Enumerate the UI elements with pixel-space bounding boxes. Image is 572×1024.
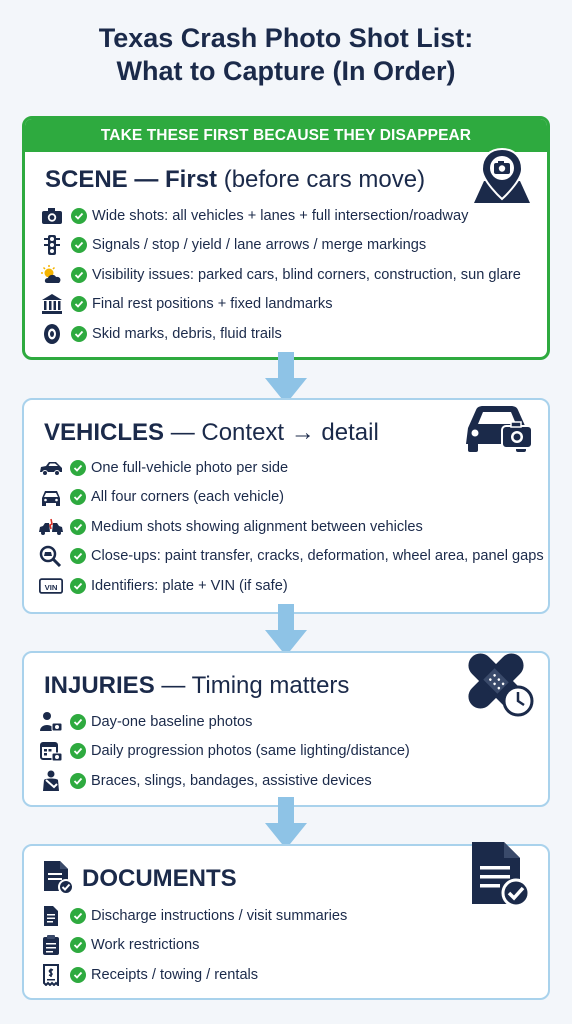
list-item	[38, 737, 542, 767]
vehicles-heading-rest: — Context → detail	[164, 419, 379, 446]
scene-heading-bold: SCENE — First	[45, 166, 218, 193]
scene-banner: TAKE THESE FIRST BECAUSE THEY DISAPPEAR	[25, 119, 547, 152]
check-icon	[71, 237, 87, 253]
car-camera-icon	[462, 400, 538, 461]
scene-item-text: Visibility issues: parked cars, blind corners, construction, sun glare	[92, 266, 521, 283]
injuries-heading	[44, 672, 349, 700]
injuries-item-text: Braces, slings, bandages, assistive devices	[91, 772, 372, 789]
injuries-list	[38, 707, 542, 796]
check-icon	[70, 460, 86, 476]
page-title	[0, 22, 572, 88]
title-line-2: What to Capture (In Order)	[116, 56, 456, 86]
list-item	[38, 707, 542, 737]
check-icon	[71, 296, 87, 312]
documents-item-text: Discharge instructions / visit summaries	[91, 907, 348, 924]
documents-section	[22, 844, 550, 1000]
scene-heading-rest: (before cars move)	[217, 166, 426, 193]
check-icon	[70, 967, 86, 983]
document-icon	[38, 905, 64, 927]
vehicles-list	[38, 453, 542, 601]
list-item	[38, 571, 542, 601]
injuries-item-text: Daily progression photos (same lighting/distance)	[91, 743, 410, 760]
check-icon	[71, 267, 87, 283]
clipboard-icon	[38, 934, 64, 956]
vehicles-item-text: Identifiers: plate + VIN (if safe)	[91, 577, 288, 594]
sun-cloud-icon	[39, 264, 65, 286]
list-item	[38, 453, 542, 483]
documents-item-text: Work restrictions	[91, 937, 200, 954]
list-item	[38, 931, 542, 961]
injuries-item-text: Day-one baseline photos	[91, 713, 253, 730]
vin-plate-icon	[38, 575, 64, 597]
list-item	[38, 542, 542, 572]
camera-icon	[39, 205, 65, 227]
check-icon	[70, 578, 86, 594]
documents-item-text: Receipts / towing / rentals	[91, 966, 259, 983]
person-sling-icon	[38, 770, 64, 792]
documents-heading	[82, 865, 237, 893]
vehicles-item-text: One full-vehicle photo per side	[91, 459, 289, 476]
list-item	[38, 512, 542, 542]
down-arrow-icon	[261, 797, 311, 851]
calendar-camera-icon	[38, 740, 64, 762]
list-item	[39, 260, 541, 290]
down-arrow-icon	[261, 604, 311, 658]
vehicles-item-text: Close-ups: paint transfer, cracks, deformation, wheel area, panel gaps	[91, 548, 544, 565]
check-icon	[70, 908, 86, 924]
check-icon	[71, 208, 87, 224]
injuries-section	[22, 651, 550, 807]
list-item	[38, 483, 542, 513]
landmark-building-icon	[39, 293, 65, 315]
check-icon	[70, 548, 86, 564]
car-front-icon	[38, 486, 64, 508]
list-item	[38, 901, 542, 931]
list-item	[38, 766, 542, 796]
vehicles-section	[22, 398, 550, 614]
vehicles-item-text: All four corners (each vehicle)	[91, 489, 285, 506]
check-icon	[70, 937, 86, 953]
scene-list	[39, 201, 541, 349]
list-item	[39, 201, 541, 231]
car-collision-icon	[38, 516, 64, 538]
traffic-light-icon	[39, 234, 65, 256]
title-line-1: Texas Crash Photo Shot List:	[98, 23, 474, 53]
check-icon	[70, 773, 86, 789]
check-icon	[70, 714, 86, 730]
list-item	[38, 960, 542, 990]
vehicles-item-text: Medium shots showing alignment between vehicles	[91, 518, 423, 535]
list-item	[39, 231, 541, 261]
list-item	[39, 290, 541, 320]
vehicles-heading-bold: VEHICLES	[44, 419, 165, 446]
injuries-heading-bold: INJURIES	[44, 672, 155, 699]
document-check-icon	[42, 859, 74, 900]
vehicles-heading	[44, 419, 379, 447]
check-icon	[71, 326, 87, 342]
vin-label: VIN	[44, 582, 58, 592]
list-item	[39, 319, 541, 349]
scene-item-text: Skid marks, debris, fluid trails	[92, 325, 282, 342]
scene-heading	[45, 166, 425, 194]
person-camera-icon	[38, 711, 64, 733]
injuries-heading-rest: — Timing matters	[154, 672, 350, 699]
documents-list	[38, 901, 542, 990]
magnifier-car-icon	[38, 545, 64, 567]
scene-item-text: Wide shots: all vehicles + lanes + full intersection/roadway	[92, 207, 469, 224]
car-side-icon	[38, 457, 64, 479]
scene-section	[22, 116, 550, 360]
documents-heading-bold: DOCUMENTS	[82, 865, 237, 892]
check-icon	[70, 489, 86, 505]
check-icon	[70, 519, 86, 535]
scene-item-text: Final rest positions + fixed landmarks	[92, 296, 333, 313]
receipt-icon	[38, 964, 64, 986]
scene-item-text: Signals / stop / yield / lane arrows / merge markings	[92, 237, 427, 254]
tire-icon	[39, 323, 65, 345]
check-icon	[70, 743, 86, 759]
